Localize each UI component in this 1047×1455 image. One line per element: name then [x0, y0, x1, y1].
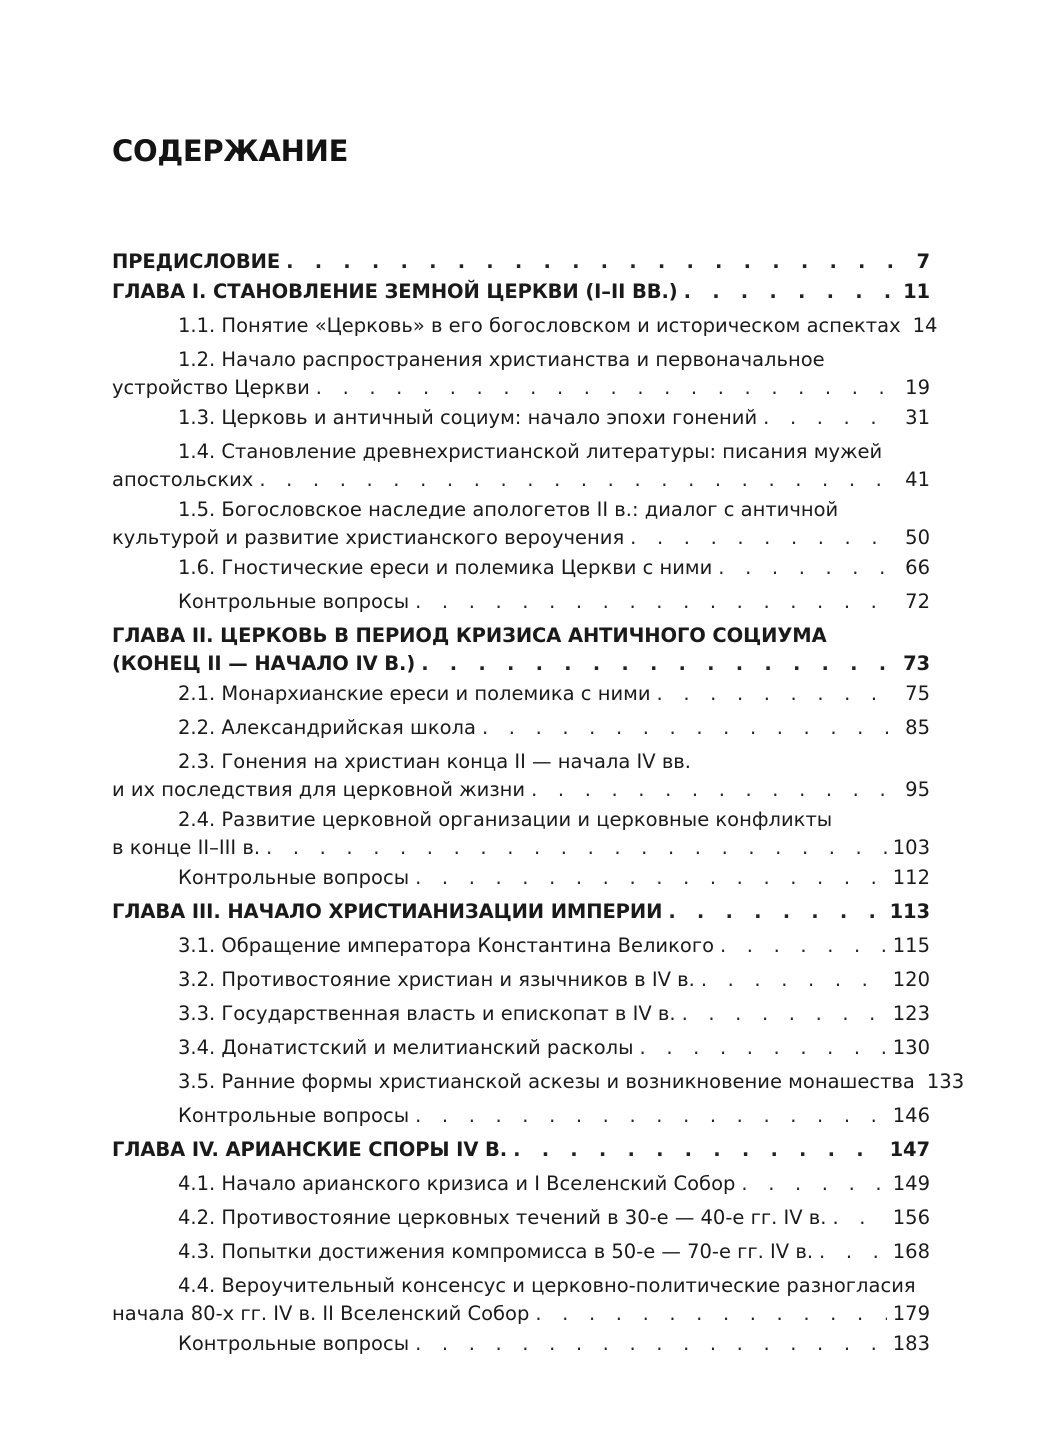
leader-dots	[640, 1036, 887, 1060]
toc-entry-3-1[interactable]	[112, 928, 930, 962]
entry-title-line-2: (КОНЕЦ II — НАЧАЛО IV В.)	[112, 652, 416, 675]
entry-title-line-2: устройство Церкви	[112, 376, 310, 399]
toc-entry-3-5[interactable]	[112, 1064, 965, 1098]
entry-title-line-2: начала 80-х гг. IV в. II Вселенский Собор	[112, 1302, 530, 1325]
leader-dots	[682, 1002, 887, 1026]
page-number: 123	[892, 1002, 930, 1025]
toc-entry-chapter-2[interactable]	[112, 618, 930, 676]
entry-title: 4.3. Попытки достижения компромисса в 50-е — 70-е гг. IV в.	[178, 1240, 814, 1263]
toc-entry-1-1[interactable]	[112, 308, 938, 342]
page-number: 156	[892, 1206, 930, 1229]
toc-entry-1-2[interactable]	[112, 342, 930, 400]
page-number: 7	[916, 250, 930, 273]
toc-entry-chapter-3[interactable]	[112, 894, 930, 928]
toc-entry-1-3[interactable]	[112, 400, 930, 434]
page-number: 31	[905, 406, 930, 429]
entry-title: ГЛАВА III. НАЧАЛО ХРИСТИАНИЗАЦИИ ИМПЕРИИ	[112, 900, 663, 923]
page-number: 112	[892, 866, 930, 889]
leader-dots	[630, 526, 899, 550]
toc-entry-questions-4[interactable]	[112, 1326, 930, 1360]
entry-title: 4.1. Начало арианского кризиса и I Вселенский Собор	[178, 1172, 736, 1195]
entry-title-line-1: 1.4. Становление древнехристианской литературы: писания мужей	[178, 440, 883, 463]
page-number: 75	[905, 682, 930, 705]
leader-dots	[415, 590, 899, 614]
leader-dots	[535, 1302, 886, 1326]
toc-entry-3-2[interactable]	[112, 962, 930, 996]
page-number: 133	[926, 1070, 965, 1093]
entry-title-line-1: 4.4. Вероучительный консенсус и церковно-политические разногласия	[178, 1274, 916, 1297]
toc-entry-1-5[interactable]	[112, 492, 930, 550]
entry-title: Контрольные вопросы	[178, 1104, 410, 1127]
entry-title-line-2: апостольских	[112, 468, 254, 491]
page-number: 73	[903, 652, 930, 675]
page-number: 179	[892, 1302, 930, 1325]
page-number: 95	[905, 778, 930, 801]
page-number: 113	[889, 900, 930, 923]
leader-dots	[266, 836, 887, 860]
entry-title: ГЛАВА I. СТАНОВЛЕНИЕ ЗЕМНОЙ ЦЕРКВИ (I–II ВВ.)	[112, 280, 678, 303]
leader-dots	[259, 468, 899, 492]
page-number: 14	[912, 314, 938, 337]
leader-dots	[741, 1172, 886, 1196]
entry-title-line-2: в конце II–III в.	[112, 836, 261, 859]
leader-dots	[668, 900, 883, 924]
entry-title-line-1: 1.2. Начало распространения христианства и первоначальное	[178, 348, 825, 371]
page-number: 85	[905, 716, 930, 739]
leader-dots	[415, 1104, 887, 1128]
entry-title-line-2: и их последствия для церковной жизни	[112, 778, 526, 801]
toc-entry-questions-2[interactable]	[112, 860, 930, 894]
toc-entry-4-4[interactable]	[112, 1268, 930, 1326]
toc-entry-questions-3[interactable]	[112, 1098, 930, 1132]
page-title: СОДЕРЖАНИЕ	[112, 134, 349, 168]
page-number: 41	[905, 468, 930, 491]
toc-entry-2-2[interactable]	[112, 710, 930, 744]
leader-dots	[718, 556, 899, 580]
entry-title-line-2: культурой и развитие христианского вероучения	[112, 526, 625, 549]
entry-title-line-1: 2.4. Развитие церковной организации и церковные конфликты	[178, 808, 833, 831]
leader-dots	[763, 406, 899, 430]
toc-entry-2-1[interactable]	[112, 676, 930, 710]
page-number: 146	[892, 1104, 930, 1127]
toc-entry-4-1[interactable]	[112, 1166, 930, 1200]
page-number: 149	[892, 1172, 930, 1195]
page-number: 11	[903, 280, 930, 303]
entry-title: ПРЕДИСЛОВИЕ	[112, 250, 281, 273]
entry-title: 3.4. Донатистский и мелитианский расколы	[178, 1036, 634, 1059]
page-number: 115	[892, 934, 930, 957]
page-number: 66	[905, 556, 930, 579]
leader-dots	[819, 1240, 887, 1264]
entry-title: Контрольные вопросы	[178, 866, 410, 889]
toc-entry-3-3[interactable]	[112, 996, 930, 1030]
toc-entry-1-6[interactable]	[112, 550, 930, 584]
page-number: 130	[892, 1036, 930, 1059]
page-number: 50	[905, 526, 930, 549]
leader-dots	[316, 376, 899, 400]
toc-entry-questions-1[interactable]	[112, 584, 930, 618]
leader-dots	[701, 968, 887, 992]
page-number: 19	[905, 376, 930, 399]
entry-title: 3.5. Ранние формы христианской аскезы и возникновение монашества	[178, 1070, 915, 1093]
leader-dots	[286, 250, 910, 274]
entry-title: Контрольные вопросы	[178, 590, 410, 613]
entry-title: 1.6. Гностические ереси и полемика Церкви с ними	[178, 556, 713, 579]
toc-entry-chapter-1[interactable]	[112, 274, 930, 308]
entry-title-line-1: ГЛАВА II. ЦЕРКОВЬ В ПЕРИОД КРИЗИСА АНТИЧНОГО СОЦИУМА	[112, 624, 827, 647]
table-of-contents	[112, 250, 965, 1360]
leader-dots	[720, 934, 887, 958]
leader-dots	[657, 682, 900, 706]
entry-title: 4.2. Противостояние церковных течений в 30-е — 40-е гг. IV в.	[178, 1206, 827, 1229]
entry-title: Контрольные вопросы	[178, 1332, 410, 1355]
toc-entry-chapter-4[interactable]	[112, 1132, 930, 1166]
toc-entry-3-4[interactable]	[112, 1030, 930, 1064]
leader-dots	[531, 778, 899, 802]
entry-title: 3.2. Противостояние христиан и язычников в IV в.	[178, 968, 695, 991]
page-number: 183	[892, 1332, 930, 1355]
leader-dots	[832, 1206, 886, 1230]
entry-title: 1.3. Церковь и античный социум: начало эпохи гонений	[178, 406, 758, 429]
toc-entry-1-4[interactable]	[112, 434, 930, 492]
toc-entry-2-4[interactable]	[112, 802, 930, 860]
leader-dots	[415, 1332, 887, 1356]
leader-dots	[684, 280, 897, 304]
page-number: 120	[892, 968, 930, 991]
entry-title: 3.1. Обращение императора Константина Великого	[178, 934, 714, 957]
entry-title: ГЛАВА IV. АРИАНСКИЕ СПОРЫ IV В.	[112, 1138, 508, 1161]
entry-title: 2.2. Александрийская школа	[178, 716, 476, 739]
entry-title-line-1: 1.5. Богословское наследие апологетов II в.: диалог с античной	[178, 498, 839, 521]
entry-title: 1.1. Понятие «Церковь» в его богословском и историческом аспектах	[178, 314, 901, 337]
toc-entry-4-2[interactable]	[112, 1200, 930, 1234]
entry-title: 2.1. Монархианские ереси и полемика с ними	[178, 682, 651, 705]
toc-entry-preface[interactable]	[112, 250, 930, 274]
entry-title-line-1: 2.3. Гонения на христиан конца II — начала IV вв.	[178, 750, 691, 773]
leader-dots	[482, 716, 899, 740]
leader-dots	[415, 866, 887, 890]
page-number: 168	[892, 1240, 930, 1263]
leader-dots	[513, 1138, 884, 1162]
leader-dots	[421, 652, 897, 676]
page-number: 103	[892, 836, 930, 859]
page-number: 147	[889, 1138, 930, 1161]
toc-entry-4-3[interactable]	[112, 1234, 930, 1268]
page-number: 72	[905, 590, 930, 613]
toc-entry-2-3[interactable]	[112, 744, 930, 802]
entry-title: 3.3. Государственная власть и епископат в IV в.	[178, 1002, 676, 1025]
